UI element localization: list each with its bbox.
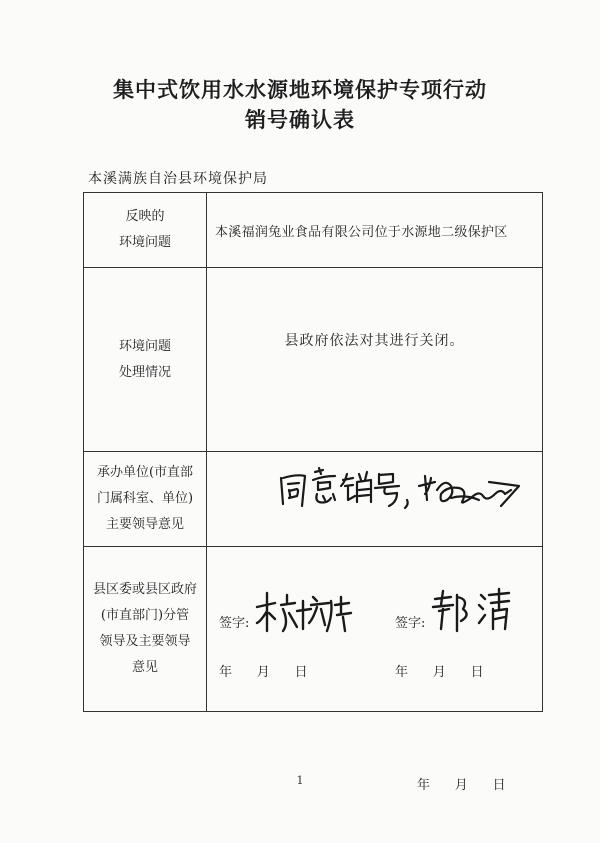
cell-leader-opinion <box>207 547 543 712</box>
label-leader-opinion <box>84 547 207 712</box>
handwritten-opinion-signature <box>275 460 545 522</box>
signature-label-left: 签字: <box>219 616 250 631</box>
unit-opinion-date: 年 月 日 <box>417 778 506 793</box>
reported-problem-text: 本溪福润兔业食品有限公司位于水源地二级保护区 <box>215 224 508 240</box>
label-line: 环境问题 <box>118 338 171 354</box>
label-line: 县区委或县区政府 <box>92 582 197 597</box>
table-row-unit-opinion <box>84 452 543 547</box>
document-title-line-1: 集中式饮用水水源地环境保护专项行动 <box>113 77 487 102</box>
organization-name: 本溪满族自治县环境保护局 <box>88 171 268 187</box>
label-line: 处理情况 <box>118 364 171 380</box>
label-line: (市直部门)分管 <box>100 608 190 623</box>
label-line: 领导及主要领导 <box>99 634 191 649</box>
table-row-handling <box>84 268 543 452</box>
table-row-leader-opinion <box>84 547 543 712</box>
label-line: 门属科室、单位) <box>96 491 194 506</box>
cell-reported-problem <box>207 193 543 268</box>
cell-handling <box>207 268 543 452</box>
label-line: 主要领导意见 <box>105 517 184 532</box>
confirmation-form-table <box>83 192 543 793</box>
handwritten-signature-right <box>429 585 519 641</box>
label-line: 承办单位(市直部 <box>96 465 194 480</box>
label-line: 环境问题 <box>118 235 171 250</box>
leader-opinion-date-right: 年 月 日 <box>395 665 484 680</box>
handling-text: 县政府依法对其进行关闭。 <box>284 333 465 349</box>
label-handling <box>84 268 207 452</box>
label-reported-problem <box>84 193 207 268</box>
leader-opinion-date-left: 年 月 日 <box>219 665 308 680</box>
table-row-reported-problem <box>84 193 543 268</box>
handwritten-signature-left <box>253 583 373 641</box>
label-line: 反映的 <box>125 209 165 224</box>
label-line: 意见 <box>131 660 158 675</box>
page-number: 1 <box>296 774 304 787</box>
signature-label-right: 签字: <box>395 616 426 631</box>
label-unit-opinion <box>84 452 207 547</box>
document-title-line-2: 销号确认表 <box>245 107 355 132</box>
